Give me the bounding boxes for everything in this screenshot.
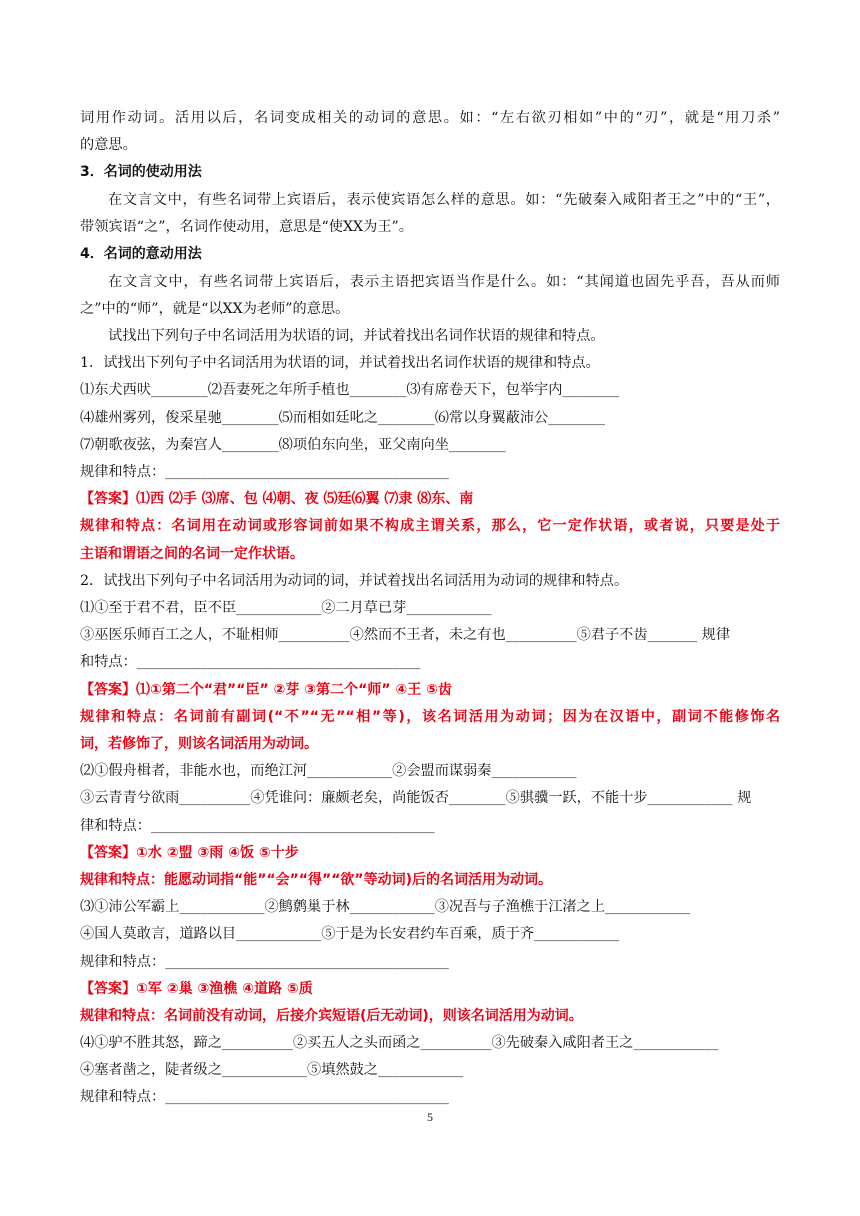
- body-text: 在文言文中，有些名词带上宾语后，表示主语把宾语当作是什么。如：“其闻道也固先乎吾，吾从而师: [108, 274, 780, 290]
- exercise-line: ⑴①至于君不君，臣不臣____________②二月草已芽____________: [80, 600, 492, 616]
- section-heading: 3．名词的使动用法: [80, 164, 202, 180]
- rule-blank: 和特点：________________________________________: [80, 654, 421, 670]
- exercise-line: ⑴东犬西吠________⑵吾妻死之年所手植也________⑶有席卷天下，包举宇内________: [80, 382, 620, 398]
- exercise-line: ⑶①沛公军霸上____________②鹪鹩巢于林____________③况吾与子渔樵于江渚之上____________: [80, 899, 691, 915]
- exercise-line: ④国人莫敢言，道路以目____________⑤于是为长安君约车百乘，质于齐____________: [80, 926, 620, 942]
- question-heading: 1．试找出下列句子中名词活用为状语的词，并试着找出名词作状语的规律和特点。: [80, 355, 600, 371]
- rule-blank: 规律和特点：________________________________________: [80, 954, 449, 970]
- page-number: 5: [427, 1110, 433, 1124]
- answer-line: 【答案】⑴①第二个“君”“臣” ②芽 ③第二个“师” ④王 ⑤齿: [80, 682, 452, 698]
- answer-rule: 词，若修饰了，则该名词活用为动词。: [80, 736, 318, 752]
- answer-line: 【答案】⑴西 ⑵手 ⑶席、包 ⑷朝、夜 ⑸廷⑹翼 ⑺隶 ⑻东、南: [80, 491, 474, 507]
- body-text: 之”中的“师”，就是“以XX为老师”的意思。: [80, 301, 350, 317]
- exercise-line: ③巫医乐师百工之人，不耻相师__________④然而不王者，未之有也__________⑤君子不齿_______ 规律: [80, 627, 731, 643]
- body-text: 带领宾语“之”，名词作使动用，意思是“使XX为王”。: [80, 219, 413, 235]
- exercise-line: ⑷①驴不胜其怒，蹄之__________②买五人之头而函之__________③先破秦入咸阳者王之____________: [80, 1035, 719, 1051]
- body-text: 词用作动词。活用以后，名词变成相关的动词的意思。如：“左右欲刃相如”中的“刃”，就是“用刀杀”: [80, 110, 780, 126]
- body-text: 试找出下列句子中名词活用为状语的词，并试着找出名词作状语的规律和特点。: [108, 328, 605, 344]
- answer-line: 【答案】①水 ②盟 ③雨 ④饭 ⑤十步: [80, 845, 299, 861]
- exercise-line: ③云青青兮欲雨__________④凭谁问：廉颇老矣，尚能饭否________⑤骐骥一跃，不能十步____________ 规: [80, 790, 752, 806]
- section-heading: 4．名词的意动用法: [80, 246, 202, 262]
- answer-rule: 规律和特点：能愿动词指“能”“会”“得”“欲”等动词)后的名词活用为动词。: [80, 872, 553, 888]
- answer-rule: 主语和谓语之间的名词一定作状语。: [80, 546, 304, 562]
- body-text: 的意思。: [80, 137, 137, 153]
- answer-rule: 规律和特点：名词前没有动词，后接介宾短语(后无动词)，则该名词活用为动词。: [80, 1008, 583, 1024]
- exercise-line: ④塞者凿之，陡者级之____________⑤填然鼓之____________: [80, 1062, 464, 1078]
- rule-blank: 律和特点：________________________________________: [80, 818, 435, 834]
- rule-blank: 规律和特点：________________________________________: [80, 464, 449, 480]
- exercise-line: ⑵①假舟楫者，非能水也，而绝江河____________②会盟而谋弱秦____________: [80, 763, 577, 779]
- rule-blank: 规律和特点：________________________________________: [80, 1089, 449, 1105]
- answer-rule: 规律和特点：名词用在动词或形容词前如果不构成主谓关系，那么，它一定作状语，或者说，只要是处于: [80, 518, 780, 534]
- exercise-line: ⑺朝歌夜弦，为秦宫人________⑻项伯东向坐，亚父南向坐________: [80, 437, 506, 453]
- answer-line: 【答案】①军 ②巢 ③渔樵 ④道路 ⑤质: [80, 981, 313, 997]
- exercise-line: ⑷雄州雾列，俊采星驰________⑸而相如廷叱之________⑹常以身翼蔽沛公________: [80, 410, 605, 426]
- body-text: 在文言文中，有些名词带上宾语后，表示使宾语怎么样的意思。如：“先破秦入咸阳者王之”中的“王”，: [108, 192, 780, 208]
- question-heading: 2．试找出下列句子中名词活用为动词的词，并试着找出名词活用为动词的规律和特点。: [80, 573, 629, 589]
- answer-rule: 规律和特点：名词前有副词(“不”“无”“相”等)，该名词活用为动词；因为在汉语中，副词不能修饰名: [80, 709, 780, 725]
